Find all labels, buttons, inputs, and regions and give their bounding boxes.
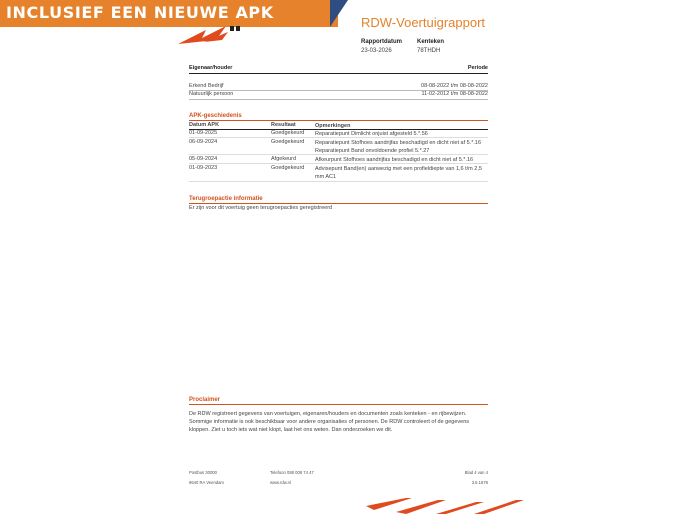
- banner-tip: [330, 0, 348, 27]
- apk-result-header: Resultaat: [271, 122, 296, 128]
- apk-row-remarks: Advisepunt Band(en) aanwezig met een profieldiepte van 1,6 t/m 2,5 mm AC1: [315, 166, 482, 180]
- period-column-header: Periode: [467, 65, 488, 71]
- recall-section-rule: [189, 203, 488, 204]
- apk-section-title: APK-geschiedenis: [189, 113, 242, 119]
- footer-web-link[interactable]: www.rdw.nl: [270, 480, 291, 485]
- apk-row-result: Goedgekeurd: [271, 165, 305, 171]
- plate-label: Kenteken: [417, 39, 445, 45]
- apk-row-date: 06-09-2024: [189, 139, 218, 145]
- footer-stripes-icon: [366, 496, 526, 514]
- recall-text: Er zijn voor dit voertuig geen terugroepacties geregistreerd: [189, 205, 333, 211]
- apk-row-rule: [189, 137, 488, 138]
- footer-code: 3.6.1678: [471, 480, 488, 485]
- footer-address-2: 9640 RA Veendam: [189, 480, 224, 485]
- apk-row-date: 05-09-2024: [189, 156, 218, 162]
- disclaimer-line-2: Sommige informatie is ook beschikbaar voor andere organisaties of personen. De RDW controleert of de gegevens: [189, 419, 470, 425]
- apk-row-remarks: Reparatiepunt Dimlicht onjuist afgesteld 5.*.56: [315, 131, 428, 137]
- apk-row-result: Goedgekeurd: [271, 139, 305, 145]
- owner-column-header: Eigenaar/houder: [189, 65, 233, 71]
- apk-row-remarks: Reparatiepunt Stofhoes aandrijfas beschadigd en dicht niet af 5.*.16 Reparatiepunt Band onvoldoende profiel 5.*.27: [315, 140, 482, 154]
- disclaimer-body: [189, 410, 489, 434]
- apk-date-header: Datum APK: [189, 122, 220, 128]
- apk-row-result: Goedgekeurd: [271, 130, 305, 136]
- disclaimer-rule: [189, 404, 488, 405]
- footer-phone: Telefoon 088 008 74 47: [270, 470, 314, 475]
- apk-bottom-rule: [189, 181, 488, 182]
- promo-banner: [0, 0, 348, 27]
- apk-row-rule: [189, 154, 488, 155]
- footer-address-1: Postbus 30000: [189, 470, 217, 475]
- owner-row-2-period: 11-02-2012 t/m 08-08-2022: [421, 91, 488, 97]
- apk-row-remarks: Afkeurpunt Stofhoes aandrijfas beschadigd en dicht niet af 5.*.16: [315, 157, 474, 163]
- owner-row-2-name: Natuurlijk persoon: [189, 91, 234, 97]
- owner-row-1-name: Erkend Bedrijf: [189, 83, 224, 89]
- footer-page-number: Blad 4 van 4: [464, 470, 488, 475]
- report-date-block: [361, 39, 402, 54]
- plate-value: 78THDH: [417, 48, 441, 54]
- report-date-label: Rapportdatum: [361, 39, 402, 45]
- plate-block: [417, 39, 444, 54]
- owner-row-1-period: 08-08-2022 t/m 08-08-2022: [421, 83, 488, 89]
- disclaimer-title: Proclaimer: [189, 397, 221, 403]
- disclaimer-line-3: kloppen. Ziet u toch iets wat niet klopt, laat het ons weten. Dan onderzoeken we dit.: [189, 427, 393, 433]
- document-title: RDW-Voertuigrapport: [361, 15, 486, 30]
- disclaimer-line-1: De RDW registreert gegevens van voertuigen, eigenaren/houders en documenten zoals kenteken - en rijbewijzen.: [189, 411, 467, 417]
- apk-row-result: Afgekeurd: [271, 156, 297, 162]
- apk-row-date: 01-09-2025: [189, 130, 218, 136]
- banner-text: INCLUSIEF EEN NIEUWE APK: [6, 3, 274, 22]
- rdw-logo-icon: [176, 22, 256, 48]
- apk-row-date: 01-09-2023: [189, 165, 218, 171]
- report-date-value: 23-03-2026: [361, 48, 392, 54]
- recall-section-title: Terugroepactie informatie: [189, 196, 263, 202]
- owners-header-rule: [189, 73, 488, 74]
- apk-section-rule: [189, 120, 488, 121]
- apk-remarks-header: Opmerkingen: [315, 123, 351, 129]
- owners-bottom-rule: [189, 99, 488, 100]
- apk-row-rule: [189, 163, 488, 164]
